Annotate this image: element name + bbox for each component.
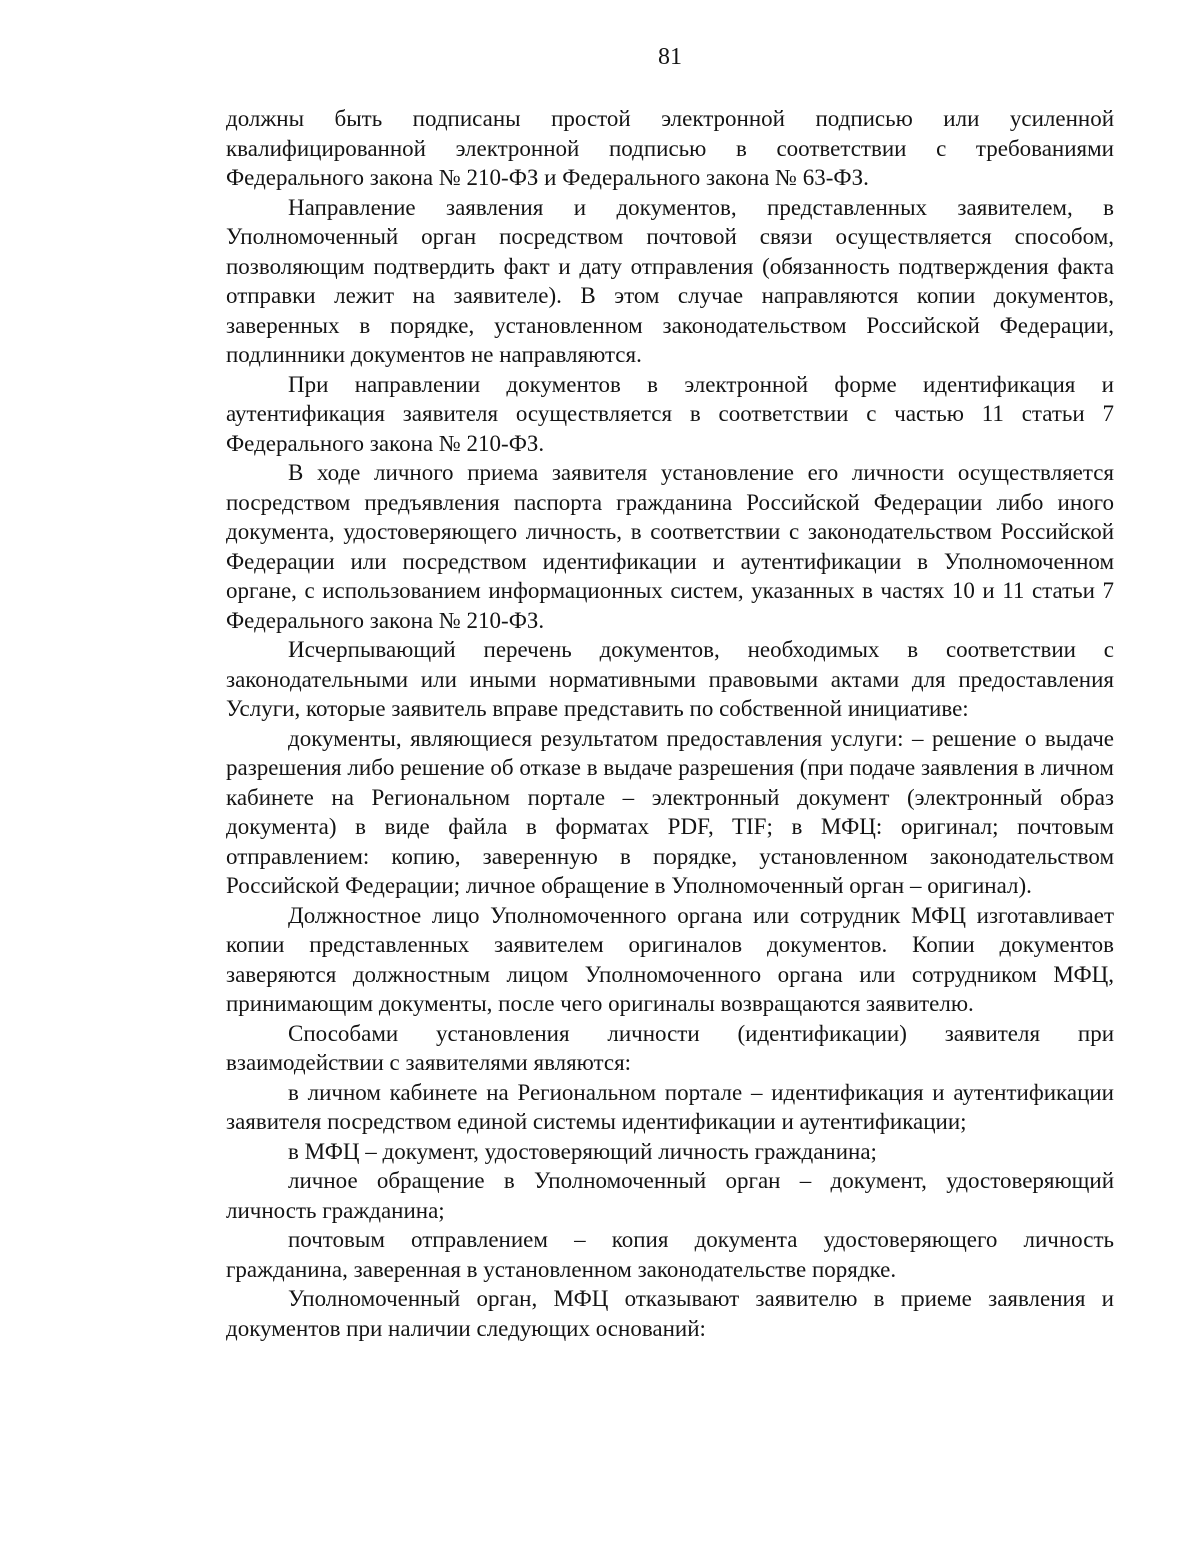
paragraph-personal-reception: В ходе личного приема заявителя установление его личности осуществляется посредством предъявления паспорта гражданина Российской Федерации либо иного документа, удостоверяющего личность, в соответствии с законодательством Российской Федерации или посредством идентификации и аутентификации в Уполномоченном органе, с использованием информационных систем, указанных в частях 10 и 11 статьи 7 Федерального закона № 210-ФЗ. xyxy=(226,460,1114,633)
paragraph-documents-list: Исчерпывающий перечень документов, необходимых в соответствии с законодательными или иными нормативными правовыми актами для предоставления Услуги, которые заявитель вправе представить по собственной инициативе: xyxy=(226,637,1114,721)
paragraph-electronic-authentication: При направлении документов в электронной форме идентификация и аутентификация заявителя осуществляется в соответствии с частью 11 статьи 7 Федерального закона № 210-ФЗ. xyxy=(226,371,1114,456)
list-item-postal: почтовым отправлением – копия документа удостоверяющего личность гражданина, заверенная в установленном законодательстве порядке. xyxy=(226,1227,1114,1282)
paragraph-identification-methods: Способами установления личности (идентификации) заявителя при взаимодействии с заявителями являются: xyxy=(226,1020,1114,1075)
paragraph-copies-certification: Должностное лицо Уполномоченного органа или сотрудник МФЦ изготавливает копии представленных заявителем оригиналов документов. Копии документов заверяются должностным лицом Уполномоченного органа или сотрудником МФЦ, принимающим документы, после чего оригиналы возвращаются заявителю. xyxy=(226,902,1114,1016)
paragraph-postal-submission: Направление заявления и документов, представленных заявителем, в Уполномоченный орган посредством почтовой связи осуществляется способом, позволяющим подтвердить факт и дату отправления (обязанность подтверждения факта отправки лежит на заявителе). В этом случае направляются копии документов, заверенных в порядке, установленном законодательством Российской Федерации, подлинники документов не направляются. xyxy=(226,194,1114,367)
paragraph-refusal-grounds: Уполномоченный орган, МФЦ отказывают заявителю в приеме заявления и документов при наличии следующих оснований: xyxy=(226,1286,1114,1341)
list-item-regional-portal: в личном кабинете на Региональном портале – идентификация и аутентификации заявителя посредством единой системы идентификации и аутентификации; xyxy=(226,1079,1114,1134)
list-item-mfc: в МФЦ – документ, удостоверяющий личность гражданина; xyxy=(288,1138,877,1164)
body-text xyxy=(226,104,1114,1343)
list-item-personal-appeal: личное обращение в Уполномоченный орган – документ, удостоверяющий личность гражданина; xyxy=(226,1168,1114,1223)
paragraph-service-result-documents: документы, являющиеся результатом предоставления услуги: – решение о выдаче разрешения либо решение об отказе в выдаче разрешения (при подаче заявления в личном кабинете на Региональном портале – электронный документ (электронный образ документа) в виде файла в форматах PDF, TIF; в МФЦ: оригинал; почтовым отправлением: копию, заверенную в порядке, установленном законодательством Российской Федерации; личное обращение в Уполномоченный орган – оригинал). xyxy=(226,725,1114,898)
paragraph-continuation: должны быть подписаны простой электронной подписью или усиленной квалифицированной электронной подписью в соответствии с требованиями Федерального закона № 210-ФЗ и Федерального закона № 63-ФЗ. xyxy=(226,106,1114,190)
page-number: 81 xyxy=(658,44,682,70)
